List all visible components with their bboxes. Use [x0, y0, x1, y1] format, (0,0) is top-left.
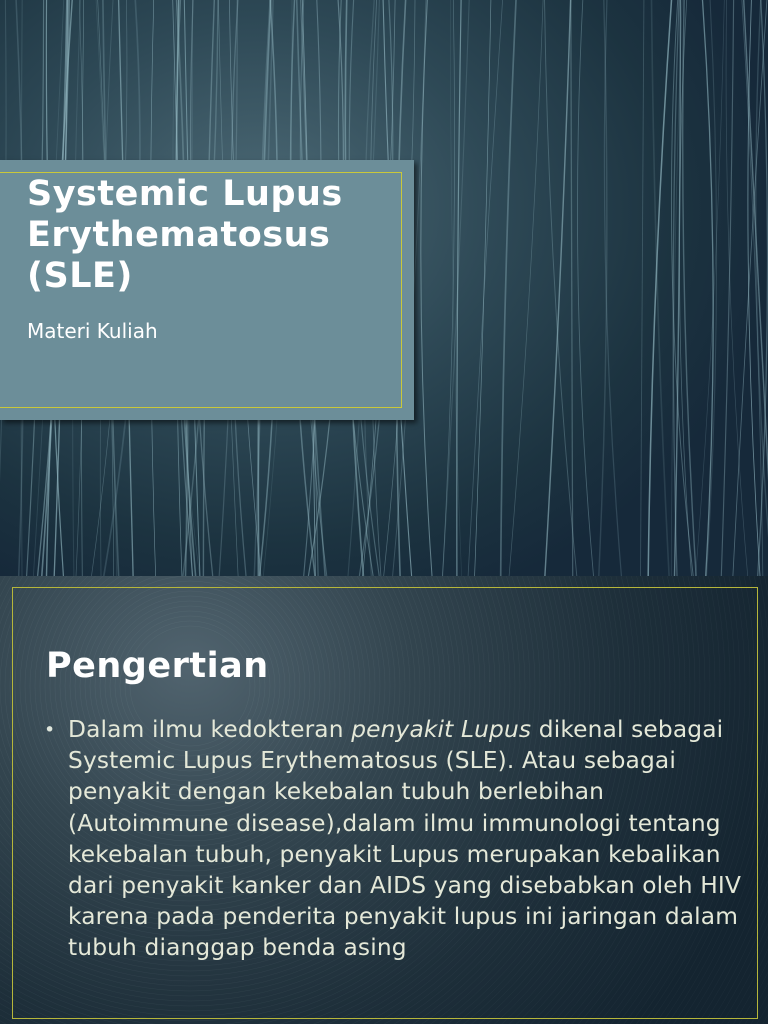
paragraph-italic-term: penyakit Lupus	[351, 716, 532, 743]
decorative-line	[742, 0, 763, 576]
bullet-icon: •	[44, 719, 56, 741]
paragraph-text-start: Dalam ilmu kedokteran	[68, 716, 352, 743]
decorative-line	[571, 0, 573, 576]
decorative-line	[545, 0, 571, 576]
decorative-line	[468, 0, 503, 576]
decorative-line	[578, 0, 594, 576]
bullet-paragraph	[68, 714, 748, 964]
decorative-line	[509, 0, 543, 576]
slide-subtitle: Materi Kuliah	[27, 319, 158, 343]
content-heading: Pengertian	[46, 646, 269, 686]
decorative-line	[721, 0, 733, 576]
decorative-line	[679, 0, 691, 576]
content-slide	[0, 576, 768, 1024]
slide-title: Systemic Lupus Erythematosus (SLE)	[27, 174, 343, 296]
decorative-line	[648, 0, 671, 576]
decorative-line	[475, 0, 491, 576]
paragraph-text-rest: dikenal sebagai Systemic Lupus Erythematosus (SLE). Atau sebagai penyakit dengan kekebalan tubuh berlebihan (Autoimmune disease),dalam ilmu immunologi tentang kekebalan tubuh, penyakit Lupus merupakan kebalikan dari penyakit kanker dan AIDS yang disebabkan oleh HIV karena pada penderita penyakit lupus ini jaringan dalam tubuh dianggap benda asing	[68, 716, 742, 962]
decorative-line	[501, 0, 516, 576]
decorative-line	[641, 0, 644, 576]
decorative-line	[421, 0, 432, 576]
